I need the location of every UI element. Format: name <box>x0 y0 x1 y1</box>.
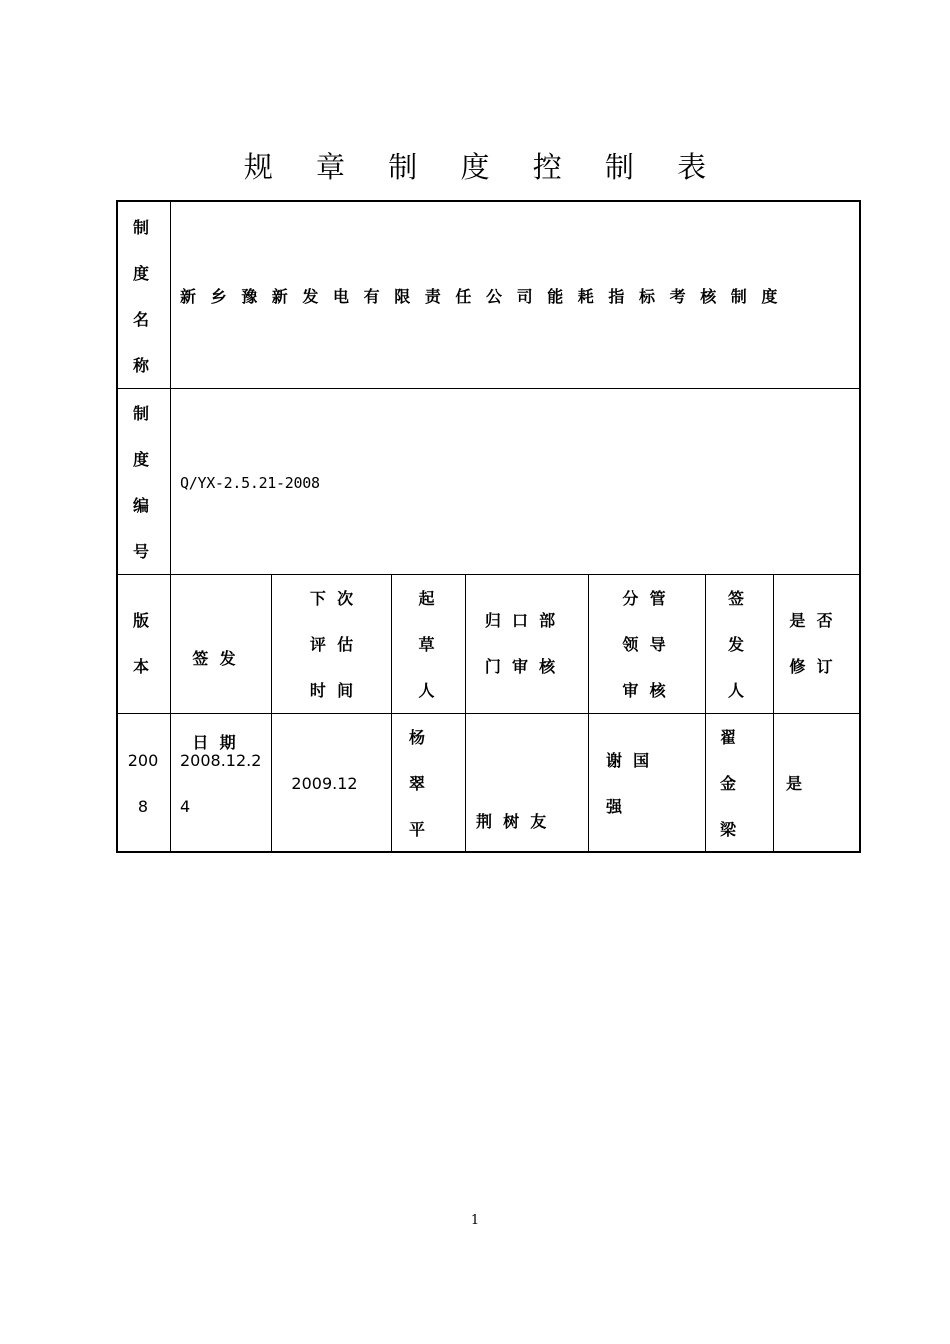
header-revised: 是 否 修 订 <box>789 611 833 676</box>
header-dept-review: 归 口 部 门 审 核 <box>484 611 556 676</box>
page-title: 规 章 制 度 控 制 表 <box>243 150 724 184</box>
page-number: 1 <box>470 1213 480 1228</box>
document-number: Q/YX-2.5.21-2008 <box>180 474 320 492</box>
code-label: 制 度 编 号 <box>132 404 149 561</box>
record-signer: 翟 金 梁 <box>720 728 737 839</box>
record-issue-date: 2008.12.2 4 <box>180 751 262 816</box>
header-issue-date: 签 发 日 期 <box>192 649 236 752</box>
header-next-review: 下 次 评 估 时 间 <box>309 589 354 700</box>
header-version: 版 本 <box>132 611 149 676</box>
name-label: 制 度 名 称 <box>132 218 149 375</box>
record-next-review: 2009.12 <box>291 774 358 793</box>
header-drafter: 起 草 人 <box>418 589 435 700</box>
record-revised: 是 <box>786 774 803 793</box>
record-dept-review: 荆 树 友 <box>476 812 547 831</box>
header-signer: 签 发 人 <box>727 589 744 700</box>
row-divider <box>117 574 860 575</box>
record-leader-review: 谢 国 强 <box>606 751 650 816</box>
header-leader-review: 分 管 领 导 审 核 <box>622 589 666 700</box>
record-version: 200 8 <box>127 751 159 816</box>
document-name: 新乡豫新发电有限责任公司能耗指标考核制度 <box>180 287 793 306</box>
record-drafter: 杨 翠 平 <box>409 728 426 839</box>
row-divider <box>117 388 860 389</box>
